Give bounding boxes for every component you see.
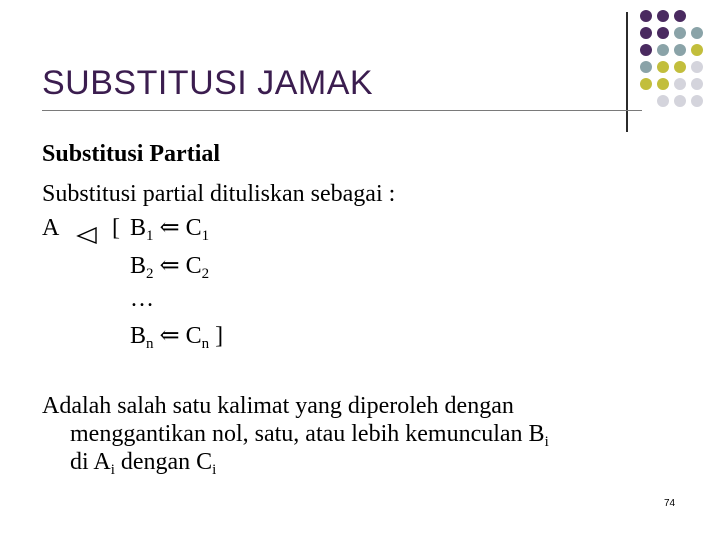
dot-icon — [640, 27, 652, 39]
decorative-dot-grid — [640, 10, 720, 120]
title-underline — [42, 110, 642, 111]
page-number: 74 — [664, 498, 676, 509]
formula-row: $B_n$ ⇐ $C_n$ ] — [130, 323, 224, 352]
dot-icon — [691, 27, 703, 39]
vertical-divider — [626, 12, 628, 132]
dot-icon — [640, 44, 652, 56]
dot-icon — [657, 10, 669, 22]
triangle-operator-icon — [76, 226, 98, 244]
dot-icon — [674, 10, 686, 22]
explanation-line: Adalah salah satu kalimat yang diperoleh dengan — [42, 393, 514, 419]
dot-icon — [657, 27, 669, 39]
dot-icon — [657, 44, 669, 56]
formula-ellipsis: … — [130, 286, 154, 312]
formula-close-bracket: ] — [215, 323, 224, 349]
explanation-line: di $A_i$ dengan $C_i$ — [70, 449, 217, 478]
formula-open-bracket: [ — [112, 215, 120, 241]
dot-icon — [674, 78, 686, 90]
dot-icon — [640, 78, 652, 90]
dot-icon — [640, 10, 652, 22]
definition-text: Substitusi partial dituliskan sebagai : — [42, 181, 396, 207]
explanation-line: menggantikan nol, satu, atau lebih kemunculan $B_i$ — [70, 421, 549, 450]
dot-icon — [691, 78, 703, 90]
formula-row: $B_2$ ⇐ $C_2$ — [130, 253, 210, 282]
left-arrow-icon: ⇐ — [159, 253, 180, 279]
section-heading: Substitusi Partial — [42, 141, 221, 167]
explanation-paragraph — [42, 392, 549, 476]
formula-lhs: A — [42, 215, 60, 241]
dot-icon — [691, 44, 703, 56]
dot-icon — [657, 95, 669, 107]
dot-icon — [691, 61, 703, 73]
dot-icon — [657, 61, 669, 73]
left-arrow-icon: ⇐ — [159, 323, 180, 349]
slide-title: SUBSTITUSI JAMAK — [42, 64, 374, 102]
dot-icon — [674, 61, 686, 73]
dot-icon — [657, 78, 669, 90]
formula-row: $B_1$ ⇐ $C_1$ — [130, 215, 210, 244]
dot-icon — [674, 44, 686, 56]
left-arrow-icon: ⇐ — [159, 215, 180, 241]
dot-icon — [674, 27, 686, 39]
dot-icon — [691, 95, 703, 107]
dot-icon — [674, 95, 686, 107]
dot-icon — [640, 61, 652, 73]
